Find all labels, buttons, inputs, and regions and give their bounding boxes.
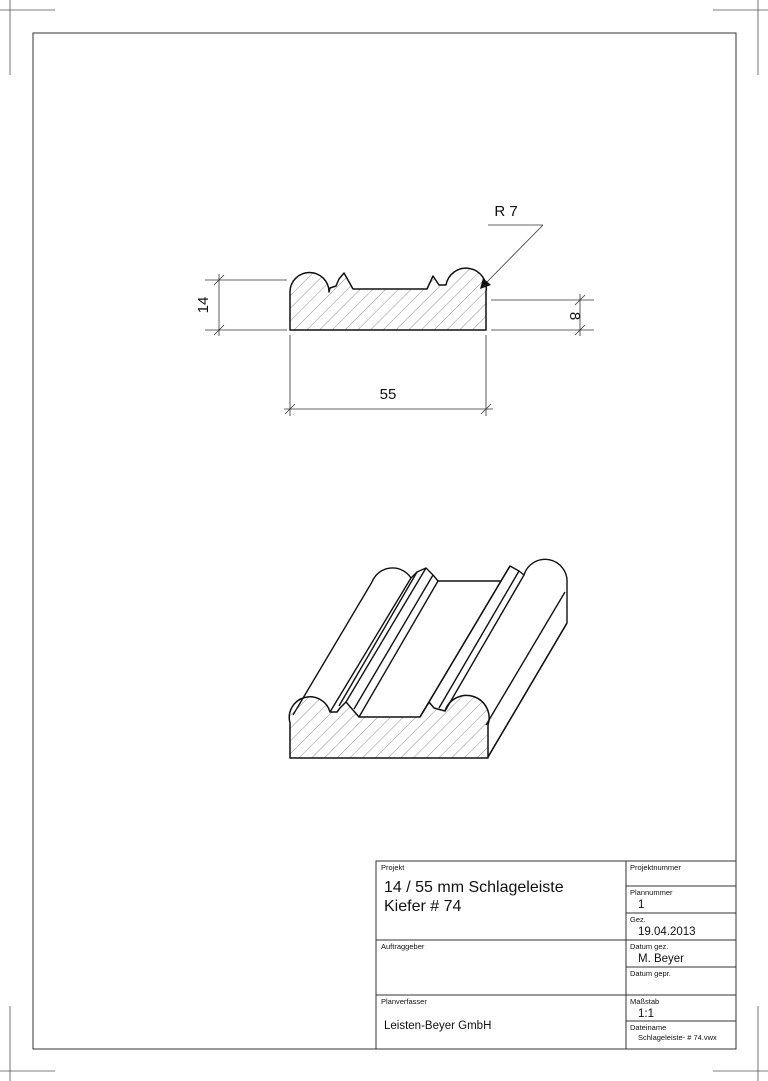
- dimension-groove-height-label: 8: [566, 311, 583, 321]
- gez-value: 19.04.2013: [638, 926, 696, 938]
- dateiname-value: Schlageleiste- # 74.vwx: [638, 1033, 717, 1042]
- massstab-value: 1:1: [638, 1008, 654, 1020]
- projektnummer-label: Projektnummer: [630, 863, 681, 872]
- profile-isometric-view: [289, 559, 567, 758]
- datum-gez-value: M. Beyer: [638, 953, 685, 965]
- dimension-height-label: 14: [195, 296, 212, 314]
- dimension-width: [284, 335, 493, 416]
- projekt-title-line2: Kiefer # 74: [384, 898, 462, 915]
- planverfasser-label: Planverfasser: [381, 997, 427, 1006]
- profile-section: [290, 268, 486, 330]
- dimension-radius-label: R 7: [494, 203, 518, 220]
- dimension-height: [205, 274, 287, 336]
- projekt-title-line1: 14 / 55 mm Schlageleiste: [384, 879, 564, 896]
- massstab-label: Maßstab: [630, 997, 660, 1006]
- dimension-width-label: 55: [379, 386, 397, 403]
- datum-gez-label: Datum gez.: [630, 942, 669, 951]
- datum-gepr-label: Datum gepr.: [630, 969, 671, 978]
- profile-front-view: [195, 203, 594, 416]
- auftraggeber-label: Auftraggeber: [381, 942, 425, 951]
- planverfasser-value: Leisten-Beyer GmbH: [384, 1020, 492, 1032]
- dateiname-label: Dateiname: [630, 1023, 667, 1032]
- projekt-label: Projekt: [381, 863, 405, 872]
- plannummer-value: 1: [638, 899, 645, 911]
- gez-label: Gez.: [630, 915, 646, 924]
- plannummer-label: Plannummer: [630, 888, 673, 897]
- profile-section-iso: [289, 695, 489, 758]
- dimension-radius-leader: [486, 225, 543, 283]
